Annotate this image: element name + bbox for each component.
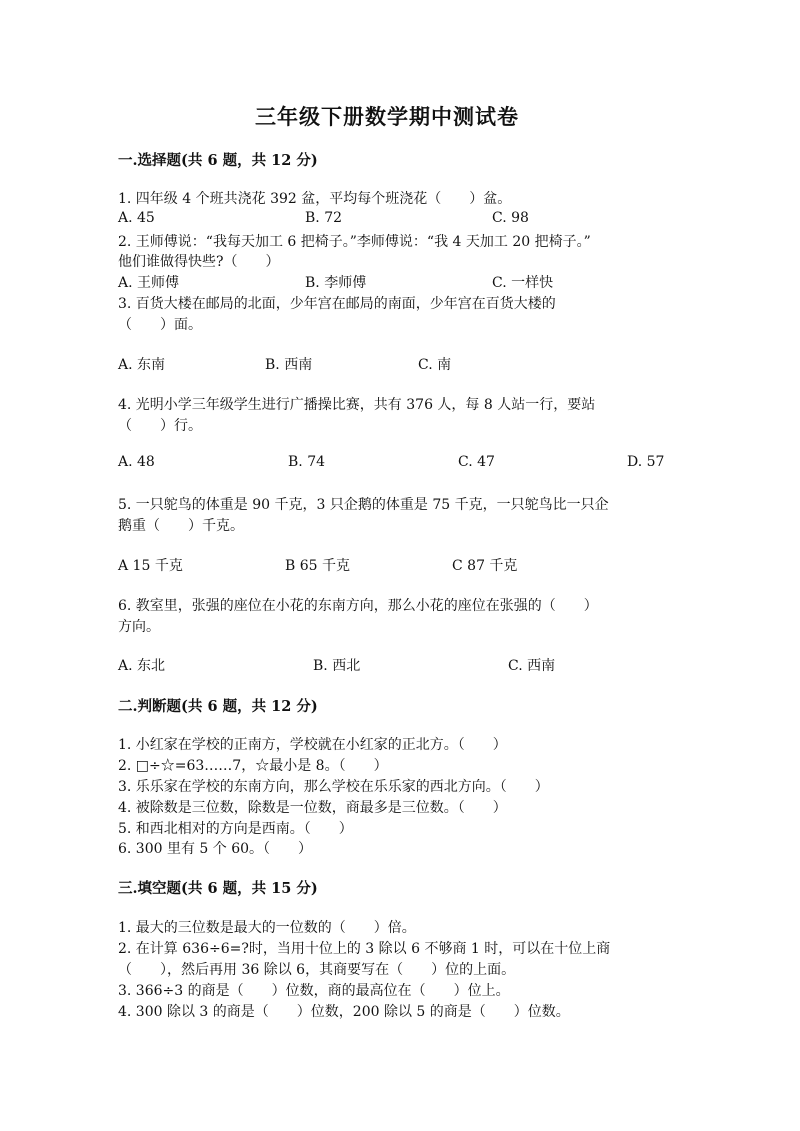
- question-2-option-b: B. 李师傅: [305, 275, 367, 291]
- question-2-option-c: C. 一样快: [492, 275, 554, 291]
- question-1-option-b: B. 72: [305, 210, 343, 226]
- question-2-stem-line1: 2. 王师傅说：“我每天加工 6 把椅子。”李师傅说：“我 4 天加工 20 把椅子。”: [118, 234, 591, 250]
- question-6-option-c: C. 西南: [508, 658, 556, 674]
- fill-item-3: 3. 366÷3 的商是（ ）位数，商的最高位在（ ）位上。: [118, 983, 510, 999]
- judgement-item-4: 4. 被除数是三位数，除数是一位数，商最多是三位数。（ ）: [118, 800, 507, 816]
- question-3-option-b: B. 西南: [265, 357, 313, 373]
- question-1-stem: 1. 四年级 4 个班共浇花 392 盆，平均每个班浇花（ ）盆。: [118, 191, 512, 207]
- judgement-item-2: 2. □÷☆=63……7，☆最小是 8。（ ）: [118, 758, 388, 774]
- question-4-stem-line2: （ ）行。: [118, 418, 202, 434]
- question-5-option-b: B 65 千克: [285, 558, 351, 574]
- fill-item-1: 1. 最大的三位数是最大的一位数的（ ）倍。: [118, 920, 416, 936]
- question-5-option-c: C 87 千克: [452, 558, 518, 574]
- question-3-stem-line1: 3. 百货大楼在邮局的北面，少年宫在邮局的南面，少年宫在百货大楼的: [118, 296, 556, 312]
- question-2-stem-line2: 他们谁做得快些?（ ）: [118, 254, 280, 270]
- fill-item-2-line1: 2. 在计算 636÷6=?时，当用十位上的 3 除以 6 不够商 1 时，可以在十位上商: [118, 941, 611, 957]
- question-6-option-a: A. 东北: [118, 658, 166, 674]
- judgement-item-3: 3. 乐乐家在学校的东南方向，那么学校在乐乐家的西北方向。（ ）: [118, 779, 549, 795]
- question-6-option-b: B. 西北: [313, 658, 361, 674]
- section-heading-fill-blank: 三.填空题(共 6 题，共 15 分): [118, 880, 318, 897]
- question-6-stem-line2: 方向。: [118, 619, 160, 635]
- question-4-option-d: D. 57: [627, 454, 665, 470]
- question-1-option-c: C. 98: [492, 210, 529, 226]
- fill-item-2-line2: （ ），然后再用 36 除以 6，其商要写在（ ）位的上面。: [118, 962, 516, 978]
- question-6-stem-line1: 6. 教室里，张强的座位在小花的东南方向，那么小花的座位在张强的（ ）: [118, 598, 598, 614]
- question-4-option-b: B. 74: [288, 454, 326, 470]
- fill-item-4: 4. 300 除以 3 的商是（ ）位数，200 除以 5 的商是（ ）位数。: [118, 1004, 570, 1020]
- question-4-stem-line1: 4. 光明小学三年级学生进行广播操比赛，共有 376 人，每 8 人站一行，要站: [118, 397, 596, 413]
- judgement-item-1: 1. 小红家在学校的正南方，学校就在小红家的正北方。（ ）: [118, 737, 507, 753]
- question-3-option-a: A. 东南: [118, 357, 166, 373]
- question-3-option-c: C. 南: [418, 357, 452, 373]
- question-5-stem-line2: 鹅重（ ）千克。: [118, 518, 244, 534]
- section-heading-choice: 一.选择题(共 6 题，共 12 分): [118, 152, 318, 169]
- question-5-stem-line1: 5. 一只鸵鸟的体重是 90 千克，3 只企鹅的体重是 75 千克，一只鸵鸟比一只企: [118, 497, 609, 513]
- question-3-stem-line2: （ ）面。: [118, 317, 202, 333]
- page-title: 三年级下册数学期中测试卷: [255, 104, 519, 129]
- question-4-option-c: C. 47: [458, 454, 495, 470]
- question-2-option-a: A. 王师傅: [118, 275, 180, 291]
- judgement-item-5: 5. 和西北相对的方向是西南。（ ）: [118, 821, 353, 837]
- question-4-option-a: A. 48: [118, 454, 155, 470]
- question-5-option-a: A 15 千克: [118, 558, 183, 574]
- question-1-option-a: A. 45: [118, 210, 155, 226]
- section-heading-judgement: 二.判断题(共 6 题，共 12 分): [118, 698, 318, 715]
- judgement-item-6: 6. 300 里有 5 个 60。（ ）: [118, 841, 313, 857]
